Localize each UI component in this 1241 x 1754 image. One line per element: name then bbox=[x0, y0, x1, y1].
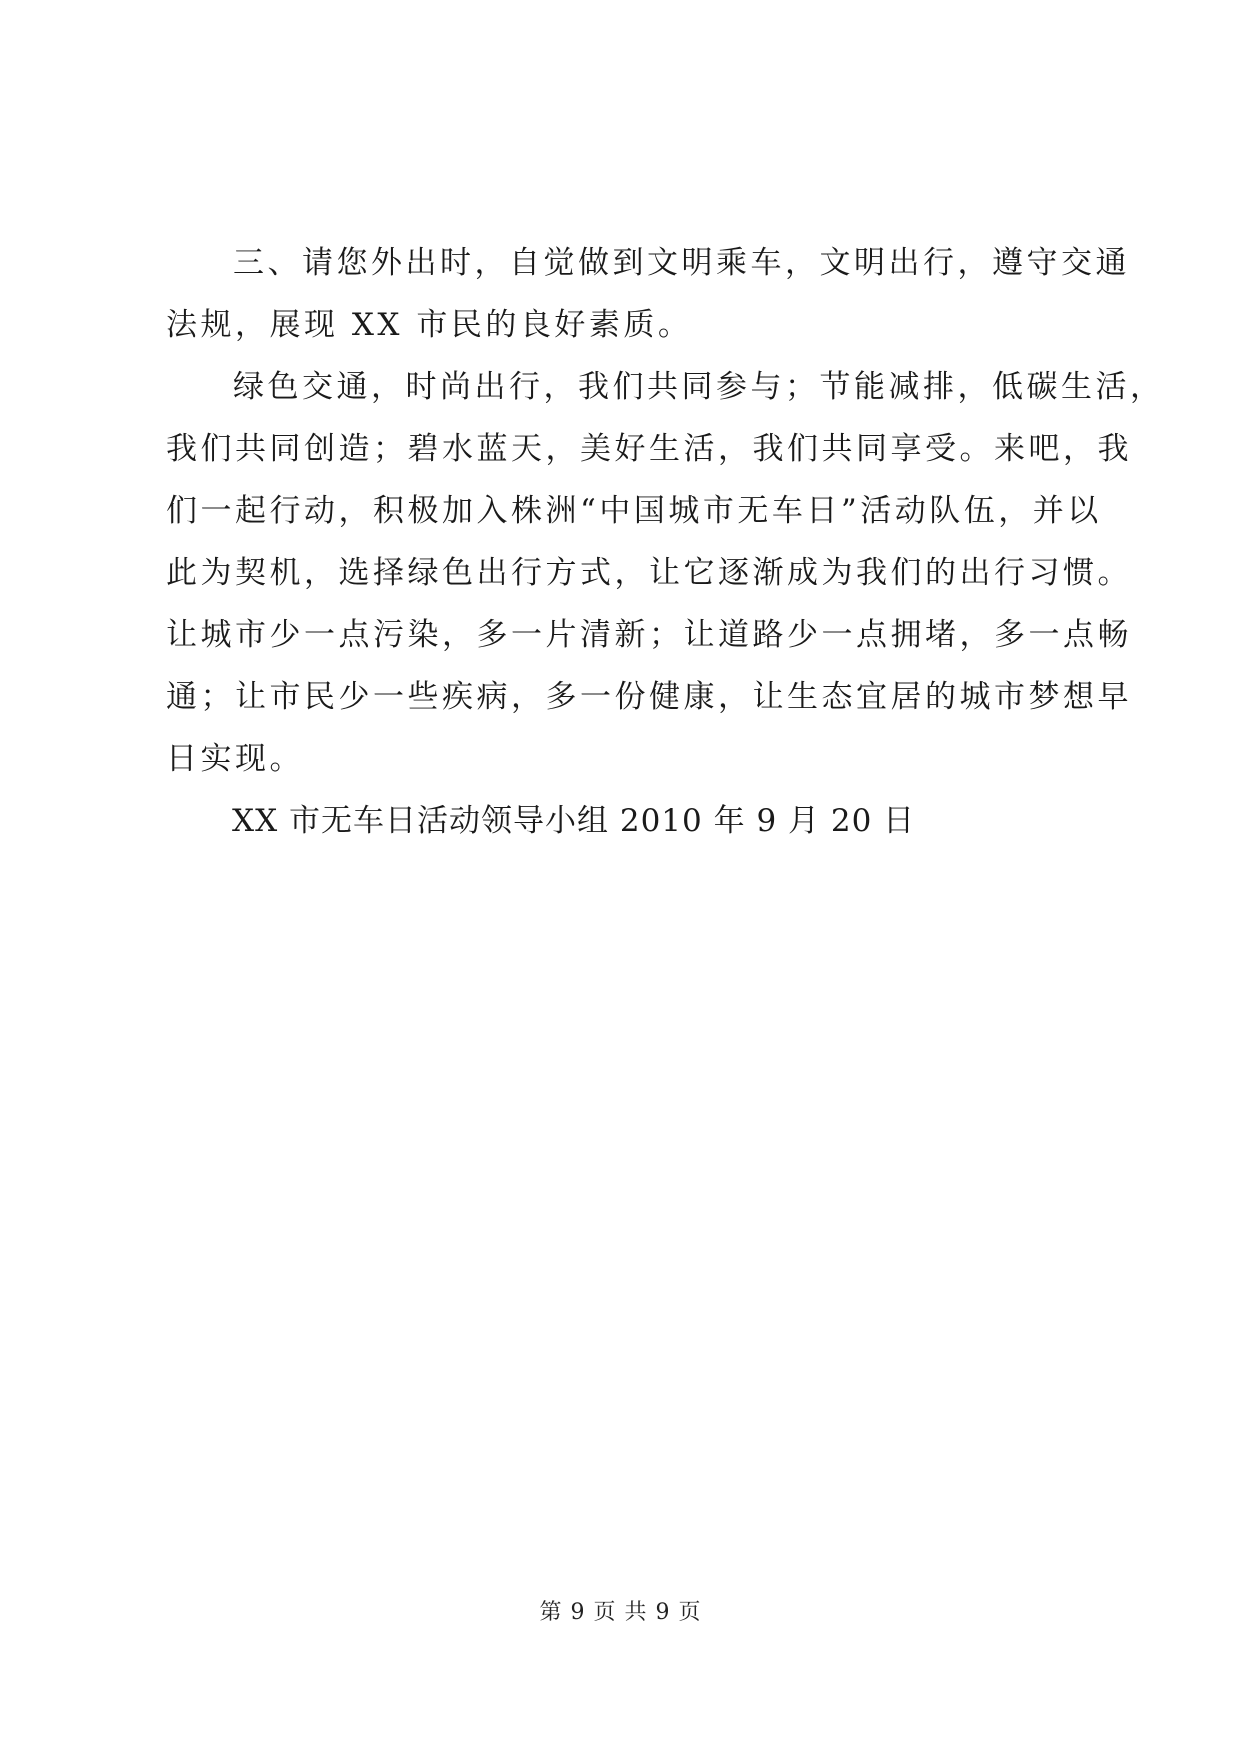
paragraph-line: 法规，展现 XX 市民的良好素质。 bbox=[166, 307, 693, 343]
paragraph-line: 日实现。 bbox=[166, 741, 304, 777]
paragraph-line: 让城市少一点污染，多一片清新；让道路少一点拥堵，多一点畅 bbox=[166, 617, 1132, 653]
page-number-footer: 第 9 页 共 9 页 bbox=[539, 1600, 702, 1625]
paragraph-line: 此为契机，选择绿色出行方式，让它逐渐成为我们的出行习惯。 bbox=[166, 555, 1132, 591]
paragraph-line: 们一起行动，积极加入株洲“中国城市无车日”活动队伍，并以 bbox=[166, 493, 1102, 529]
paragraph-line: 绿色交通，时尚出行，我们共同参与；节能减排，低碳生活， bbox=[233, 369, 1165, 405]
document-body bbox=[166, 232, 1165, 790]
signature-line: XX 市无车日活动领导小组 2010 年 9 月 20 日 bbox=[232, 803, 916, 839]
paragraph-line: 通；让市民少一些疾病，多一份健康，让生态宜居的城市梦想早 bbox=[166, 679, 1132, 715]
paragraph-line: 我们共同创造；碧水蓝天，美好生活，我们共同享受。来吧，我 bbox=[166, 431, 1132, 467]
paragraph-line: 三、请您外出时，自觉做到文明乘车，文明出行，遵守交通 bbox=[233, 245, 1130, 281]
